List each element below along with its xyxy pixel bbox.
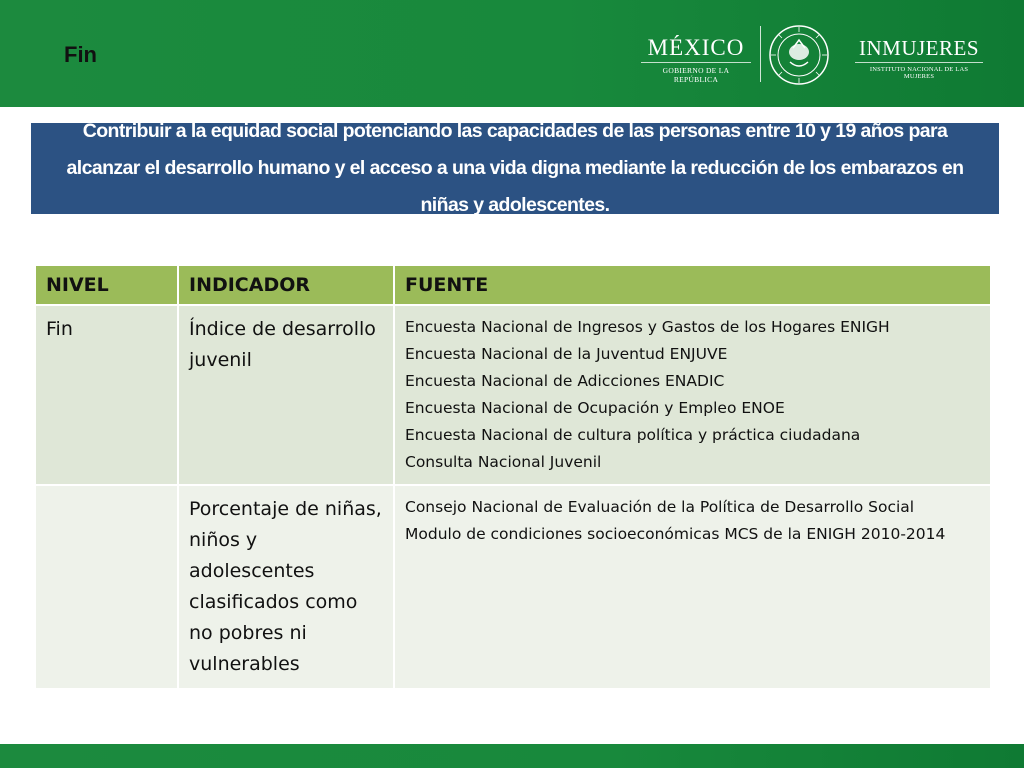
indicador-cell: Índice de desarrollo juvenil [178,305,394,485]
fuente-item: Encuesta Nacional de cultura política y práctica ciudadana [405,426,861,444]
inmujeres-logo [855,36,983,80]
table-row [35,485,991,689]
objective-banner [31,120,999,216]
nivel-cell: Fin [35,305,178,485]
mexico-logo-subtitle: GOBIERNO DE LA REPÚBLICA [641,62,751,84]
inmujeres-logo-subtitle: INSTITUTO NACIONAL DE LAS MUJERES [855,62,983,80]
fuente-item: Encuesta Nacional de Ocupación y Empleo ENOE [405,399,785,417]
fuente-item: Consulta Nacional Juvenil [405,453,602,471]
indicador-cell: Porcentaje de niñas, niños y adolescentes clasificados como no pobres ni vulnerables [178,485,394,689]
fuente-item: Consejo Nacional de Evaluación de la Política de Desarrollo Social [405,498,915,516]
fuente-item: Encuesta Nacional de Adicciones ENADIC [405,372,725,390]
inmujeres-logo-name: INMUJERES [858,36,979,60]
column-header-nivel: NIVEL [35,265,178,305]
footer-bar [0,744,1024,768]
mexico-logo [641,36,751,84]
fuente-cell [394,485,991,689]
page-title: Fin [64,42,97,67]
logos-group [635,18,995,88]
nivel-cell [35,485,178,689]
fuente-item: Modulo de condiciones socioeconómicas MCS de la ENIGH 2010-2014 [405,525,946,543]
fuente-item: Encuesta Nacional de Ingresos y Gastos de los Hogares ENIGH [405,318,890,336]
indicator-table [34,264,992,690]
table-row [35,305,991,485]
fuente-item: Encuesta Nacional de la Juventud ENJUVE [405,345,728,363]
column-header-fuente: FUENTE [394,265,991,305]
table-header-row [35,265,991,305]
logo-divider [760,26,761,82]
fuente-cell [394,305,991,485]
header-bar [0,0,1024,107]
column-header-indicador: INDICADOR [178,265,394,305]
mexico-logo-name: MÉXICO [647,35,745,60]
national-seal-icon [768,24,830,86]
objective-text: Contribuir a la equidad social potenciando las capacidades de las personas entre 10 y 19 años para alcanzar el desarrollo humano y el acceso a una vida digna mediante la reducción de los embarazos en niñas y adolescentes. [66,120,964,216]
